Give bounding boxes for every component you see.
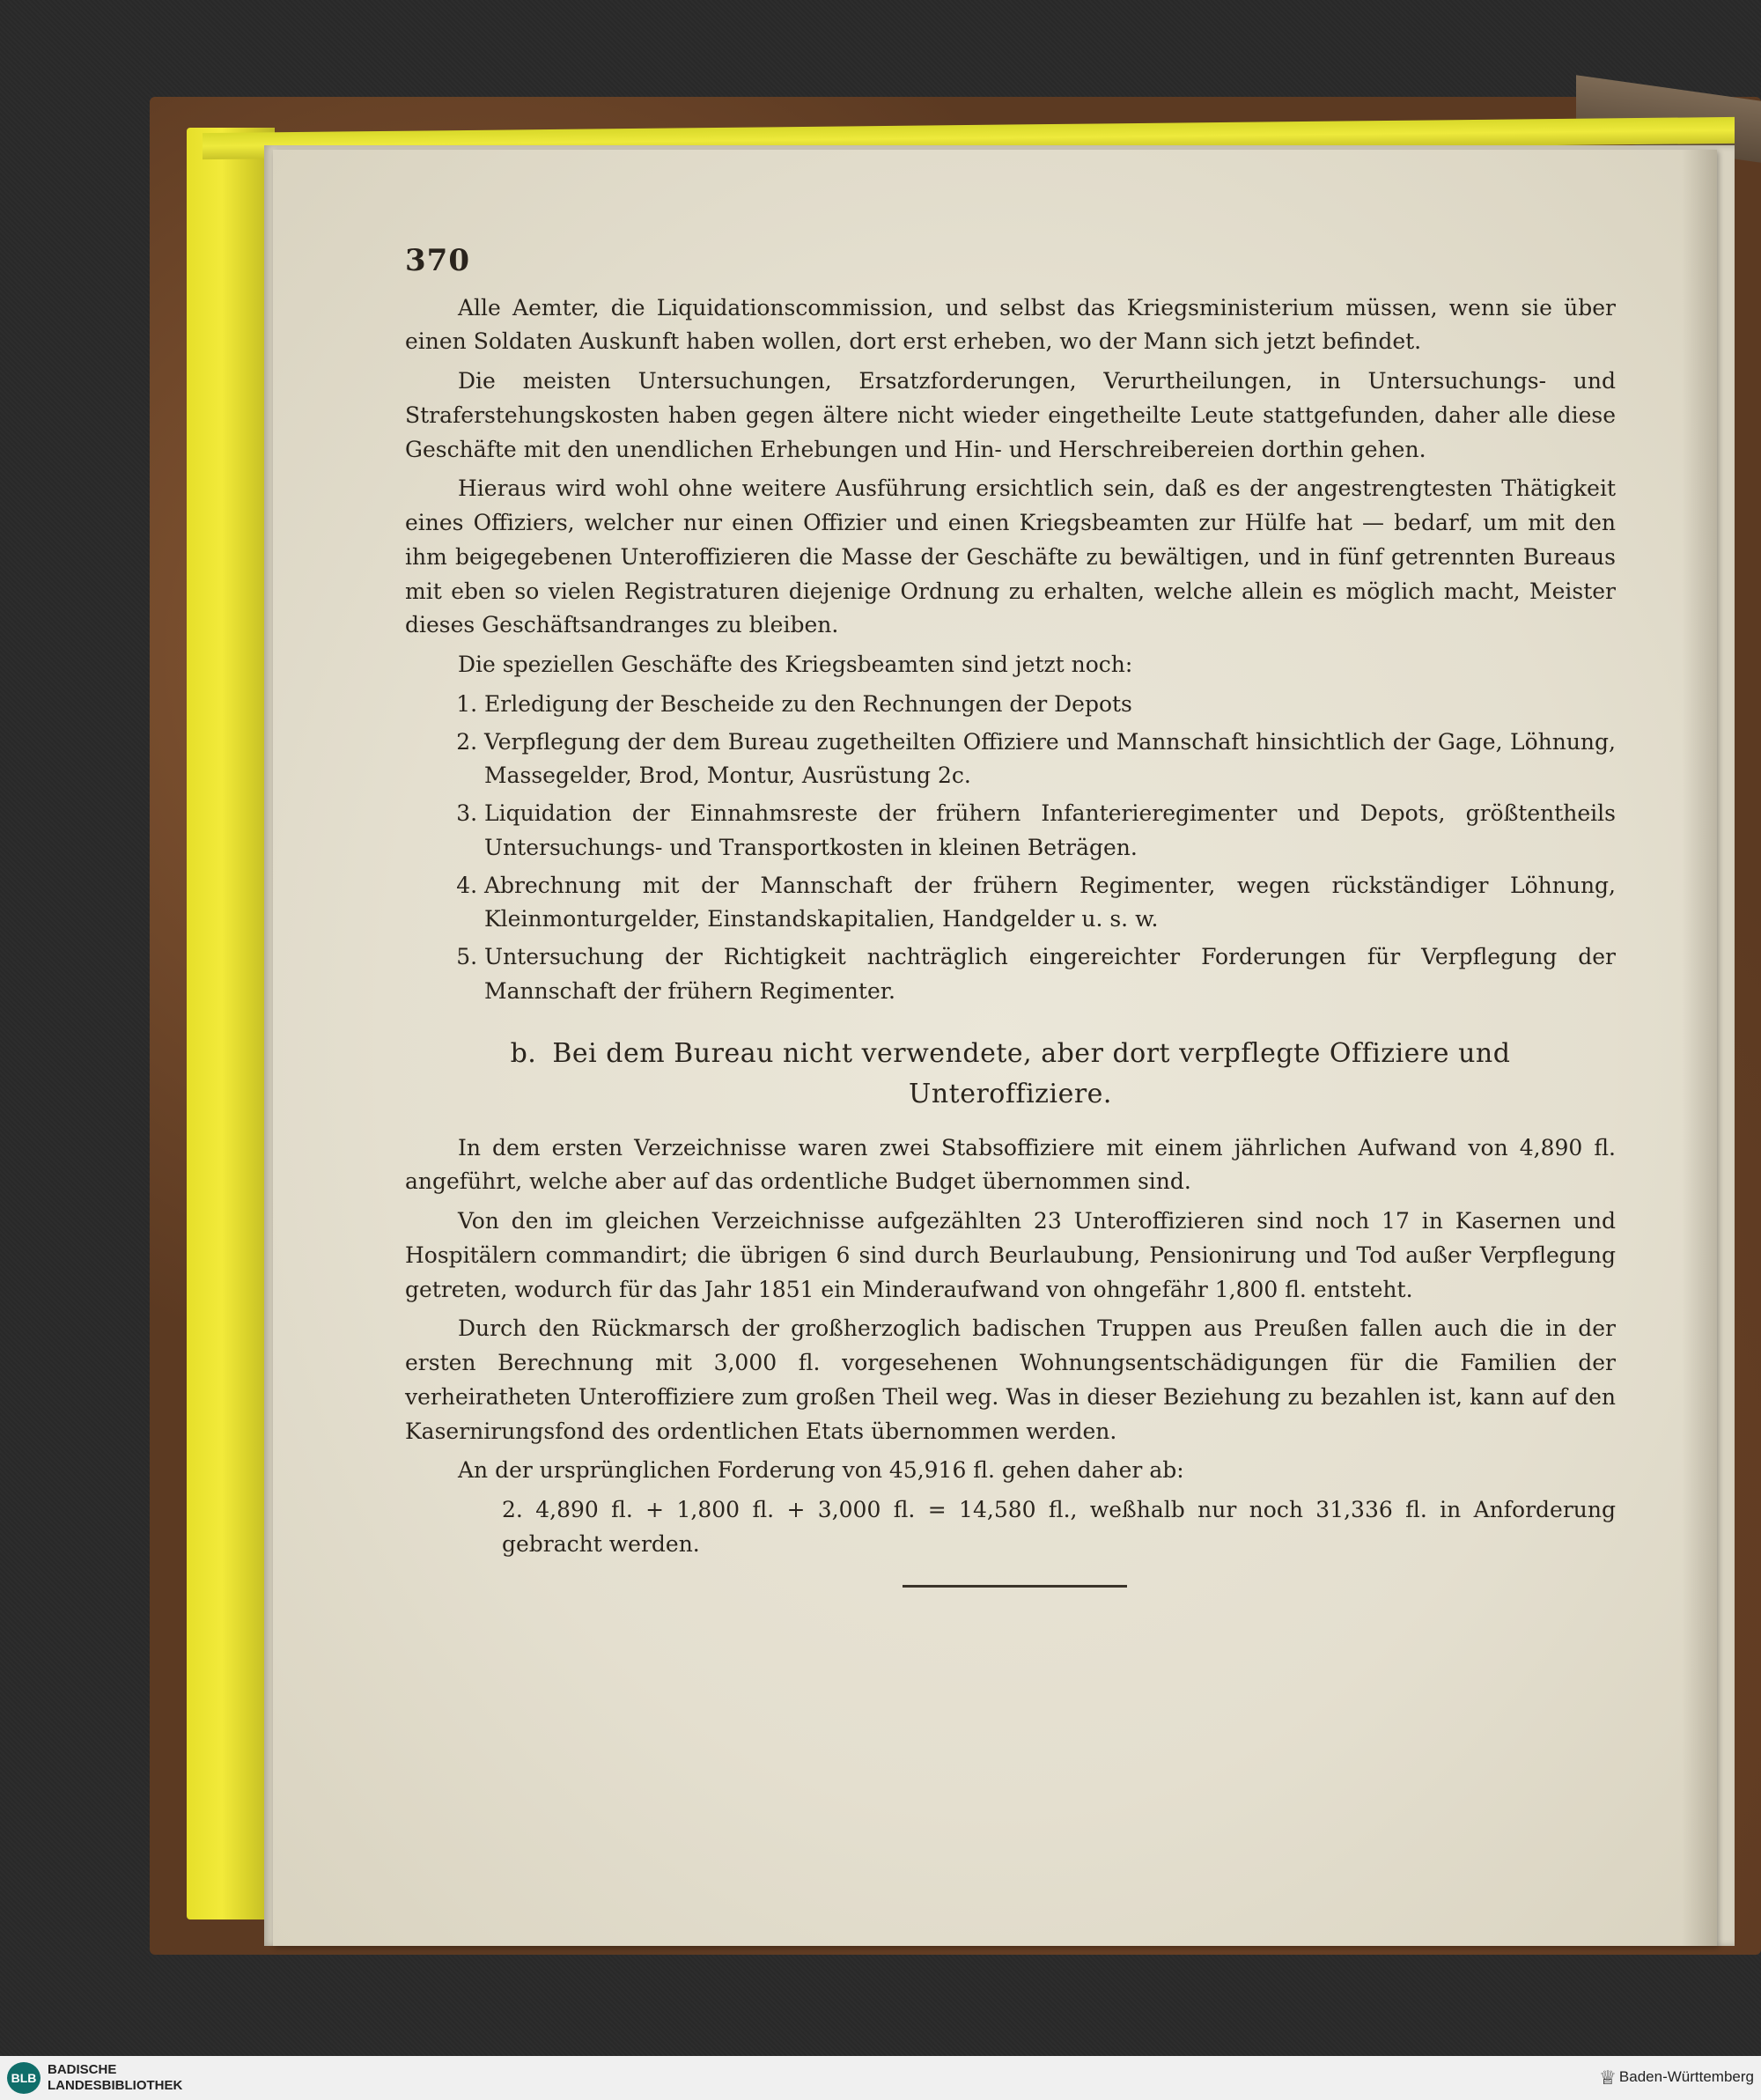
page-number: 370 (405, 243, 470, 278)
paragraph: Durch den Rückmarsch der großherzoglich badischen Truppen aus Preußen fallen auch die in der ersten Berechnung mit 3,000 fl. vorgesehenen Wohnungsentschädigungen für die Familien der verheiratheten Unteroffiziere zum großen Theil weg. Was in dieser Beziehung zu bezahlen ist, kann auf den Kasernirungsfond des ordentlichen Etats übernommen werden. (405, 1315, 1616, 1444)
list-item: 4. Abrechnung mit der Mannschaft der frühern Regimenter, wegen rückständiger Löhnung, Kleinmonturgelder, Einstandskapitalien, Handgelder u. s. w. (484, 869, 1616, 938)
viewer-footer (0, 2056, 1761, 2100)
closing-rule (903, 1585, 1127, 1588)
library-name[interactable] (48, 2062, 182, 2094)
duties-list (405, 688, 1616, 1009)
list-item: 1. Erledigung der Bescheide zu den Rechnungen der Depots (484, 688, 1616, 722)
list-item: 2. Verpflegung der dem Bureau zugetheilten Offiziere und Mannschaft hinsichtlich der Gage, Löhnung, Massegelder, Brod, Montur, Ausrüstung 2c. (484, 726, 1616, 794)
paragraph: Die meisten Untersuchungen, Ersatzforderungen, Verurtheilungen, in Untersuchungs- und Straferstehungskosten haben gegen ältere nicht wieder eingetheilte Leute stattgefunden, daher alle diese Geschäfte mit den unendlichen Erhebungen und Hin- und Herschreibereien dorthin gehen. (405, 368, 1616, 462)
paragraph: Hieraus wird wohl ohne weitere Ausführung ersichtlich sein, daß es der angestrengtesten Thätigkeit eines Offiziers, welcher nur einen Offizier und einen Kriegsbeamten zur Hülfe hat — bedarf, um mit den ihm beigegebenen Unteroffizieren die Masse der Geschäfte zu bewältigen, und in fünf getrennten Bureaus mit eben so vielen Registraturen diejenige Ordnung zu erhalten, welche allein es möglich macht, Meister dieses Geschäftsandranges zu bleiben. (405, 475, 1616, 638)
paragraph: Die speziellen Geschäfte des Kriegsbeamten sind jetzt noch: (458, 652, 1133, 678)
blb-logo-icon[interactable]: BLB (7, 2062, 41, 2094)
book-page (273, 150, 1717, 1946)
list-item: 3. Liquidation der Einnahmsreste der frühern Infanterieregimenter und Depots, größtentheils Untersuchungs- und Transportkosten in kleinen Beträgen. (484, 797, 1616, 866)
paragraph: Von den im gleichen Verzeichnisse aufgezählten 23 Unteroffizieren sind noch 17 in Kasernen und Hospitälern commandirt; die übrigen 6 sind durch Beurlaubung, Pensionirung und Tod außer Verpflegung getreten, wodurch für das Jahr 1851 ein Minderaufwand von ohngefähr 1,800 fl. entsteht. (405, 1208, 1616, 1302)
library-name-line2: LANDESBIBLIOTHEK (48, 2078, 183, 2093)
section-label: b. (510, 1037, 537, 1069)
paragraph: In dem ersten Verzeichnisse waren zwei Stabsoffiziere mit einem jährlichen Aufwand von 4,890 fl. angeführt, welche aber auf das ordentliche Budget übernommen sind. (405, 1134, 1616, 1195)
section-title: Bei dem Bureau nicht verwendete, aber dort verpflegte Offiziere und Unteroffiziere. (552, 1037, 1511, 1110)
coat-of-arms-icon[interactable]: ♕ (1599, 2067, 1617, 2089)
paragraph: Alle Aemter, die Liquidationscommission, und selbst das Kriegsministerium müssen, wenn sie über einen Soldaten Auskunft haben wollen, dort erst erheben, wo der Mann sich jetzt befindet. (405, 294, 1616, 355)
state-name[interactable]: Baden-Württemberg (1618, 2068, 1754, 2085)
page-block-edge (187, 128, 275, 1919)
section-heading (405, 1034, 1616, 1116)
gutter-shadow (1682, 150, 1717, 1946)
paragraph: An der ursprünglichen Forderung von 45,916 fl. gehen daher ab: (458, 1457, 1184, 1484)
calculation: 2. 4,890 fl. + 1,800 fl. + 3,000 fl. = 14,580 fl., weßhalb nur noch 31,336 fl. in Anforderung gebracht werden. (502, 1497, 1616, 1557)
library-name-line1: BADISCHE (48, 2062, 117, 2077)
page-text (405, 238, 1616, 1562)
list-item: 5. Untersuchung der Richtigkeit nachträglich eingereichter Forderungen für Verpflegung der Mannschaft der frühern Regimenter. (484, 940, 1616, 1009)
